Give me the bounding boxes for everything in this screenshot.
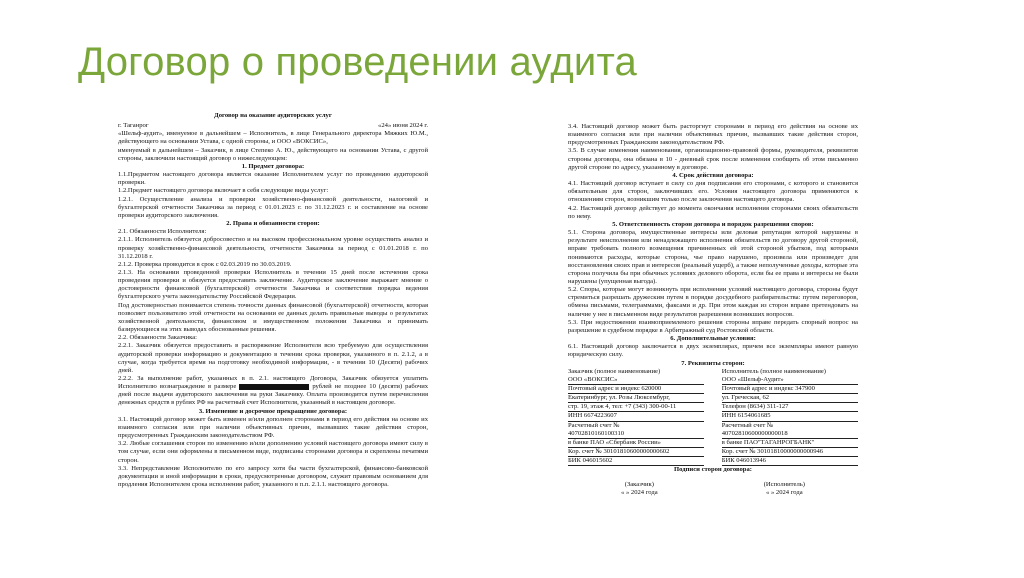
clause: 2.2. Обязанности Заказчика: [118, 334, 197, 342]
clause: 2.1.3. На основании проведенной проверки Исполнитель в течении 15 дней после истечения срока проведения проверки и обязуется предоставить заключение. Аудиторское заключение выражает мнение о достоверности финансовой (бухгалтерской) отчетности Заказчика и соответствия порядка ведения бухгалтерского учета законодательству Российской Федерации. [118, 268, 428, 301]
section-heading: 4. Срок действия договора: [672, 171, 754, 179]
clause: 5.1. Сторона договора, имущественные интересы или деловая репутация которой нарушены в результате неисполнения или ненадлежащего исполнения обязательств по договору другой стороной, вправе требовать полного возмещения причиненных ей этой стороной убытков, под которыми понимаются расходы, которые сторона, чье право нарушено, произвела или произведет для восстановления своих прав и интересов (реальный ущерб), а также неполученные доходы, которые эта сторона получила бы при обычных условиях делового оборота, если бы ее права и интересы не были нарушены (упущенная выгода). [568, 229, 858, 285]
clause: 3.1. Настоящий договор может быть изменен и/или дополнен сторонами в период его действия на основе их взаимного согласия или при наличии объективных причин, вызвавших такие действия сторон, предусмотренных Гражданским законодательством РФ. [118, 415, 428, 440]
executor-bank: в банке ПАО"ТАГАНРОГБАНК" [722, 439, 858, 448]
date: «24» июня 2024 г. [378, 122, 428, 130]
clause: 2.1.1. Исполнитель обязуется добросовестно и на высоком профессиональном уровне осуществить анализ и проверку хозяйственно-финансовой деятельности, отчетности Заказчика за период с 01.01.2018 г. по 31.12.2018 г. [118, 236, 428, 260]
customer-inn: ИНН 6674223607 [568, 412, 704, 421]
clause: 6.1. Настоящий договор заключается в двух экземплярах, причем все экземпляры имеют равную юридическую силу. [568, 343, 858, 359]
section-heading: 3. Изменение и досрочное прекращение договора: [198, 407, 348, 415]
section-heading: 6. Дополнительные условия: [670, 335, 756, 343]
document-title: Договор на оказание аудиторских услуг [214, 112, 332, 119]
payment-clause [118, 375, 428, 408]
clause: 3.4. Настоящий договор может быть расторгнут сторонами в период его действия на основе их взаимного согласия или при наличии объективных причин, вызвавших такие действия сторон, предусмотренных Гражданским законодательством РФ. [568, 123, 858, 147]
clause: 4.1. Настоящий договор вступает в силу со дня подписания его сторонами, с которого и становится обязательным для сторон, заключивших его. Условия настоящего договора применяются к отношениям сторон, возникшим только после заключения настоящего договора. [568, 180, 858, 204]
signature-row [568, 481, 858, 497]
clause: Под достоверностью понимается степень точности данных финансовой (бухгалтерской) отчетности, которая позволяет пользователю этой отчетности на основании ее данных делать правильные выводы о результатах хозяйственной деятельности, финансовом и имущественном положении Заказчика и принимать базирующиеся на этих выводах обоснованные решения. [118, 301, 428, 334]
executor-signature-role: (Исполнитель) [763, 480, 805, 488]
clause: рублей не позднее 10 (десяти) рабочих дней после выдачи аудиторского заключения на руки Заказчику. Оплата производится путем перечисления денежных средств в рублях РФ на расчетный счет Исполнителя, указанный в настоящем договоре. [118, 383, 428, 407]
customer-account-label: Расчетный счет № [568, 421, 620, 429]
customer-label: Заказчик (полное наименование) [568, 367, 661, 375]
clause: 5.3. При недостижении взаимоприемлемого решения стороны вправе передать спорный вопрос на разрешение в судебном порядке в Арбитражный суд Ростовской области. [568, 318, 858, 334]
clause: 2.2.2. За выполнение работ, указанных в п. 2.1. настоящего Договора, Заказчик обязуется уплатить Исполнителю вознаграждение в размере [118, 375, 428, 391]
customer-address: стр. 19, этаж 4, тел: +7 (343) 300-00-11 [568, 403, 704, 412]
clause: 2.2.1. Заказчик обязуется предоставить в распоряжение Исполнителя всю требуемую для осуществления аудиторской проверки информацию и документацию в течении срока проверки, указанного в п. 2.1.2, а в случае, когда требуется время на подготовку необходимой информации, - в течении 10 (Десяти) рабочих дней. [118, 342, 428, 374]
executor-name: ООО «Шельф-Аудит» [722, 376, 858, 385]
customer-corr-account: Кор. счет № 30101810600000000602 [568, 448, 704, 457]
clause: 3.3. Непредставление Исполнителю по его запросу хотя бы части бухгалтерской, финансово-банковской документации и иной информации в сроки, предусмотренные договором, служит правовым основанием для продления Исполнителем срока исполнения работ, указанного в п.п. 2.1.1. настоящего договора. [118, 464, 428, 489]
executor-signature [764, 481, 805, 497]
city: г. Таганрог [118, 122, 149, 130]
clause: 1.2.Предмет настоящего договора включает в себя следующие виды услуг: [118, 187, 329, 195]
clause: 1.2.1. Осуществление анализа и проверки хозяйственно-финансовой деятельности, налоговой и бухгалтерской отчетности Заказчика за период с 01.01.2023 г. по 31.12.2023 г. и составление на основе проверки аудиторского заключения. [118, 195, 428, 219]
executor-address: ул. Греческая, 62 [722, 394, 858, 403]
section-heading: 7. Реквизиты сторон: [681, 359, 745, 367]
clause: 3.2. Любые соглашения сторон по изменению и/или дополнению условий настоящего договора имеют силу в том случае, если они оформлены в письменном виде, подписаны сторонами договора и скреплены печатями сторон. [118, 440, 428, 464]
clause: 1.1.Предметом настоящего договора является оказание Исполнителем услуг по проведению аудиторской проверки. [118, 171, 428, 187]
executor-account-label: Расчетный счет № [721, 421, 774, 429]
executor-account: 40702810600000000018 [722, 430, 858, 439]
section-heading: 1. Предмет договора: [241, 162, 305, 170]
redacted-amount [239, 384, 309, 390]
slide-title: Договор о проведении аудита [78, 40, 637, 84]
document-page-right [568, 123, 858, 578]
executor-label: Исполнитель (полное наименование) [721, 367, 826, 375]
customer-account: 40702810160100310 [568, 430, 704, 439]
executor-signature-date: « » 2024 года [766, 488, 803, 496]
customer-signature [621, 481, 658, 497]
customer-signature-role: (Заказчик) [624, 480, 654, 488]
executor-bik: БИК 046013946 [722, 457, 858, 466]
customer-bik: БИК 046015602 [568, 457, 704, 466]
customer-requisites [568, 368, 704, 467]
clause: 2.1.2. Проверка проводится в срок с 02.03.2019 по 30.03.2019. [118, 260, 292, 268]
document-page-left [118, 112, 428, 567]
executor-phone: Телефон (8634) 311-127 [722, 403, 858, 412]
customer-name: ООО «ВОКСИС» [568, 376, 704, 385]
clause: 3.5. В случае изменения наименования, организационно-правовой формы, руководителя, реквизитов стороны договора, она обязана в 10 - дневный срок после изменения сообщить об этом письменно другой стороне по адресу, указанному в договоре. [568, 147, 858, 171]
customer-signature-date: « » 2024 года [621, 488, 658, 496]
executor-requisites [722, 368, 858, 467]
clause: 2.1. Обязанности Исполнителя: [118, 228, 207, 236]
clause: 4.2. Настоящий договор действует до момента окончания исполнения сторонами своих обязательств по нему. [568, 204, 858, 220]
executor-corr-account: Кор. счет № 30101810000000000946 [722, 448, 858, 457]
requisites-block [568, 368, 858, 467]
customer-bank: в банке ПАО «Сбербанк России» [568, 439, 704, 448]
executor-postal: Почтовый адрес и индекс 347900 [722, 385, 858, 394]
signatures-title: Подписи сторон договора: [674, 466, 752, 474]
customer-address: Екатеринбург, ул. Розы Люксембург, [568, 394, 704, 403]
intro-paragraph: именуемый в дальнейшем – Заказчик, в лице Степеко А. Ю., действующего на основании Устава, с другой стороны, заключили настоящий договор о нижеследующем: [118, 146, 428, 162]
intro-paragraph: «Шельф-аудит», именуемое в дальнейшем – Исполнитель, в лице Генерального директора Мяжких Ю.М., действующего на основании Устава, с одной стороны, и ООО «ВОКСИС», [118, 130, 428, 146]
section-heading: 5. Ответственность сторон договора и порядок разрешения споров: [612, 220, 814, 228]
section-heading: 2. Права и обязанности сторон: [226, 220, 320, 228]
customer-postal: Почтовый адрес и индекс 620000 [568, 385, 704, 394]
place-date-row [118, 122, 428, 130]
clause: 5.2. Споры, которые могут возникнуть при исполнении условий настоящего договора, стороны будут стремиться разрешать дружеским путем в порядке досудебного разбирательства: путем переговоров, обмена письмами, телеграммами, факсами и др. При этом каждая из сторон вправе претендовать на наличие у нее в письменном виде результатов разрешения возникших вопросов. [568, 286, 858, 318]
executor-inn: ИНН 6154061685 [722, 412, 858, 421]
